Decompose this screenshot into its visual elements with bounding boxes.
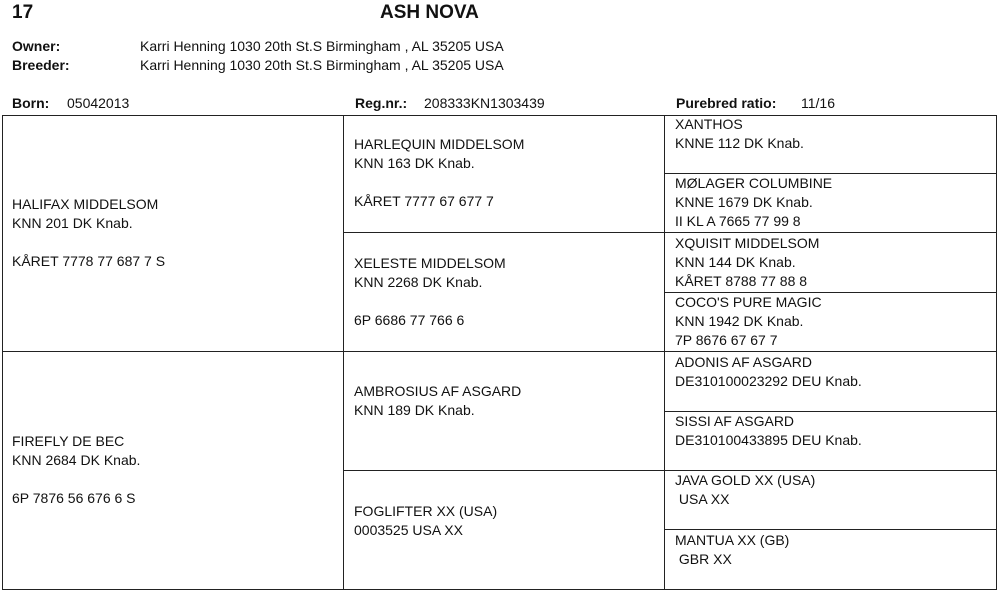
- column-divider: [343, 115, 344, 590]
- table-border-left: [2, 115, 3, 590]
- table-border-bottom: [2, 589, 997, 590]
- ssd-reg: KNNE 1679 DK Knab.: [675, 194, 813, 210]
- breeder-value: Karri Henning 1030 20th St.S Birmingham , AL 35205 USA: [140, 57, 504, 73]
- row-divider: [664, 232, 997, 233]
- dam-sire-name: AMBROSIUS AF ASGARD: [354, 383, 522, 399]
- sdd-cell: [675, 293, 822, 350]
- ddd-reg: GBR XX: [675, 551, 732, 567]
- pedigree-table: [2, 115, 997, 590]
- sire-sire-name: HARLEQUIN MIDDELSOM: [354, 136, 525, 152]
- sire-reg: KNN 201 DK Knab.: [12, 215, 133, 231]
- purebred-value: 11/16: [801, 95, 835, 111]
- row-divider: [343, 470, 665, 471]
- dam-dam-reg: 0003525 USA XX: [354, 522, 463, 538]
- ssd-cell: [675, 174, 832, 231]
- dam-dam-name: FOGLIFTER XX (USA): [354, 503, 498, 519]
- dam-cell: [12, 432, 140, 508]
- dds-cell: [675, 471, 815, 509]
- dsd-name: SISSI AF ASGARD: [675, 413, 795, 429]
- row-divider: [664, 529, 997, 530]
- reg-label: Reg.nr.:: [355, 95, 408, 111]
- dsd-reg: DE310100433895 DEU Knab.: [675, 432, 862, 448]
- born-value: 05042013: [67, 95, 130, 111]
- reg-value: 208333KN1303439: [424, 95, 545, 111]
- dss-cell: [675, 353, 862, 391]
- ssd-name: MØLAGER COLUMBINE: [675, 175, 833, 191]
- sire-sire-reg: KNN 163 DK Knab.: [354, 155, 475, 171]
- catalog-number: 17: [12, 2, 34, 23]
- sdd-note: 7P 8676 67 67 7: [675, 332, 778, 348]
- row-divider: [664, 351, 997, 352]
- sss-cell: [675, 115, 804, 153]
- row-divider: [2, 351, 665, 352]
- dss-name: ADONIS AF ASGARD: [675, 354, 812, 370]
- row-divider: [343, 232, 665, 233]
- sdd-reg: KNN 1942 DK Knab.: [675, 313, 804, 329]
- sire-dam-reg: KNN 2268 DK Knab.: [354, 274, 483, 290]
- ssd-note: II KL A 7665 77 99 8: [675, 213, 801, 229]
- breeder-label: Breeder:: [12, 57, 70, 73]
- sss-name: XANTHOS: [675, 116, 743, 132]
- sire-dam-note: 6P 6686 77 766 6: [354, 312, 465, 328]
- sire-sire-cell: [354, 135, 524, 211]
- dam-reg: KNN 2684 DK Knab.: [12, 452, 141, 468]
- dds-reg: USA XX: [675, 491, 730, 507]
- sss-reg: KNNE 112 DK Knab.: [675, 135, 804, 151]
- born-label: Born:: [12, 95, 50, 111]
- dsd-cell: [675, 412, 862, 450]
- purebred-label: Purebred ratio:: [676, 95, 777, 111]
- column-divider: [664, 115, 665, 590]
- sdd-name: COCO'S PURE MAGIC: [675, 294, 822, 310]
- sds-cell: [675, 234, 819, 291]
- dds-name: JAVA GOLD XX (USA): [675, 472, 816, 488]
- owner-label: Owner:: [12, 38, 61, 54]
- table-border-top: [2, 115, 997, 116]
- sire-name: HALIFAX MIDDELSOM: [12, 196, 159, 212]
- sds-reg: KNN 144 DK Knab.: [675, 254, 796, 270]
- sds-note: KÅRET 8788 77 88 8: [675, 273, 808, 289]
- sire-dam-cell: [354, 254, 506, 330]
- table-border-right: [996, 115, 997, 590]
- sire-note: KÅRET 7778 77 687 7 S: [12, 253, 166, 269]
- dam-sire-reg: KNN 189 DK Knab.: [354, 402, 475, 418]
- ddd-cell: [675, 531, 789, 569]
- dam-sire-cell: [354, 382, 521, 420]
- sire-dam-name: XELESTE MIDDELSOM: [354, 255, 506, 271]
- sds-name: XQUISIT MIDDELSOM: [675, 235, 820, 251]
- ddd-name: MANTUA XX (GB): [675, 532, 790, 548]
- sire-sire-note: KÅRET 7777 67 677 7: [354, 193, 494, 209]
- dam-name: FIREFLY DE BEC: [12, 433, 125, 449]
- owner-value: Karri Henning 1030 20th St.S Birmingham , AL 35205 USA: [140, 38, 504, 54]
- sire-cell: [12, 195, 165, 271]
- horse-name: ASH NOVA: [380, 2, 479, 23]
- dam-dam-cell: [354, 502, 497, 540]
- dss-reg: DE310100023292 DEU Knab.: [675, 373, 862, 389]
- dam-note: 6P 7876 56 676 6 S: [12, 490, 136, 506]
